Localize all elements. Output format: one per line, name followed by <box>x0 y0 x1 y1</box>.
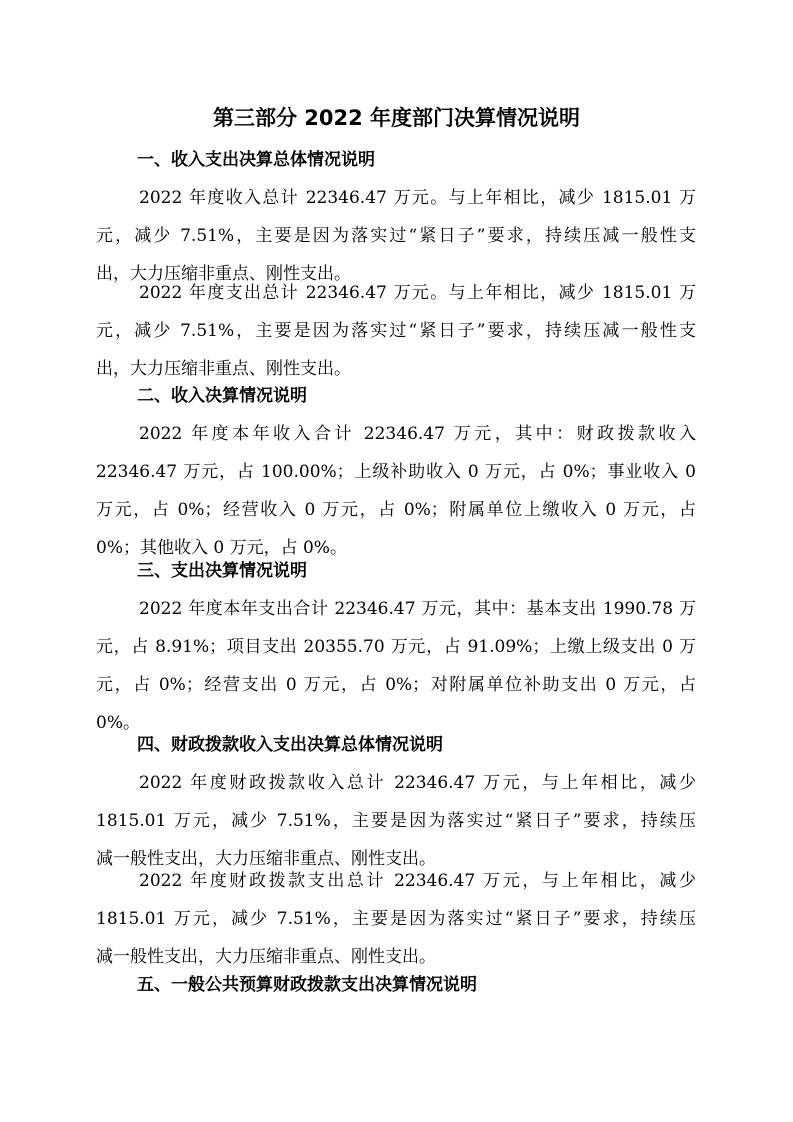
paragraph-line: 元，减少 7.51%，主要是因为落实过“紧日子”要求，持续压减一般性支 <box>96 321 696 341</box>
paragraph-line: 2022 年度本年收入合计 22346.47 万元，其中：财政拨款收入 <box>139 424 696 444</box>
paragraph-line: 减一般性支出，大力压缩非重点、刚性支出。 <box>96 849 436 869</box>
paragraph-line: 1815.01 万元，减少 7.51%，主要是因为落实过“紧日子”要求，持续压 <box>96 909 696 929</box>
paragraph-line: 2022 年度支出总计 22346.47 万元。与上年相比，减少 1815.01 万 <box>139 283 696 303</box>
paragraph <box>96 415 696 567</box>
section-heading-5: 五、一般公共预算财政拨款支出决算情况说明 <box>137 975 477 995</box>
paragraph-line: 元，减少 7.51%，主要是因为落实过“紧日子”要求，持续压减一般性支 <box>96 226 696 246</box>
paragraph-line: 1815.01 万元，减少 7.51%，主要是因为落实过“紧日子”要求，持续压 <box>96 811 696 831</box>
paragraph <box>96 590 696 742</box>
paragraph-line: 0%；其他收入 0 万元，占 0%。 <box>96 538 347 558</box>
section-heading-2: 二、收入决算情况说明 <box>137 386 307 406</box>
paragraph-line: 万元，占 0%；经营收入 0 万元，占 0%；附属单位上缴收入 0 万元，占 <box>96 500 696 520</box>
paragraph-line: 出，大力压缩非重点、刚性支出。 <box>96 264 351 284</box>
paragraph <box>96 862 696 976</box>
section-heading-4: 四、财政拨款收入支出决算总体情况说明 <box>137 735 443 755</box>
paragraph-line: 出，大力压缩非重点、刚性支出。 <box>96 359 351 379</box>
paragraph-line: 2022 年度本年支出合计 22346.47 万元，其中：基本支出 1990.78 万 <box>139 599 696 619</box>
paragraph-line: 0%。 <box>96 713 140 733</box>
paragraph-line: 元，占 0%；经营支出 0 万元，占 0%；对附属单位补助支出 0 万元，占 <box>96 675 696 695</box>
section-heading-1: 一、收入支出决算总体情况说明 <box>137 150 375 170</box>
paragraph-line: 2022 年度财政拨款支出总计 22346.47 万元，与上年相比，减少 <box>139 871 696 891</box>
paragraph <box>96 764 696 878</box>
paragraph-line: 减一般性支出，大力压缩非重点、刚性支出。 <box>96 947 436 967</box>
paragraph-line: 元，占 8.91%；项目支出 20355.70 万元，占 91.09%；上缴上级支出 0 万 <box>96 637 696 657</box>
paragraph-line: 2022 年度财政拨款收入总计 22346.47 万元，与上年相比，减少 <box>139 773 696 793</box>
paragraph <box>96 274 696 388</box>
document-title: 第三部分 2022 年度部门决算情况说明 <box>212 106 581 130</box>
paragraph-line: 2022 年度收入总计 22346.47 万元。与上年相比，减少 1815.01 万 <box>139 188 696 208</box>
section-heading-3: 三、支出决算情况说明 <box>137 561 307 581</box>
paragraph-line: 22346.47 万元，占 100.00%；上级补助收入 0 万元，占 0%；事业收入 0 <box>96 462 696 482</box>
